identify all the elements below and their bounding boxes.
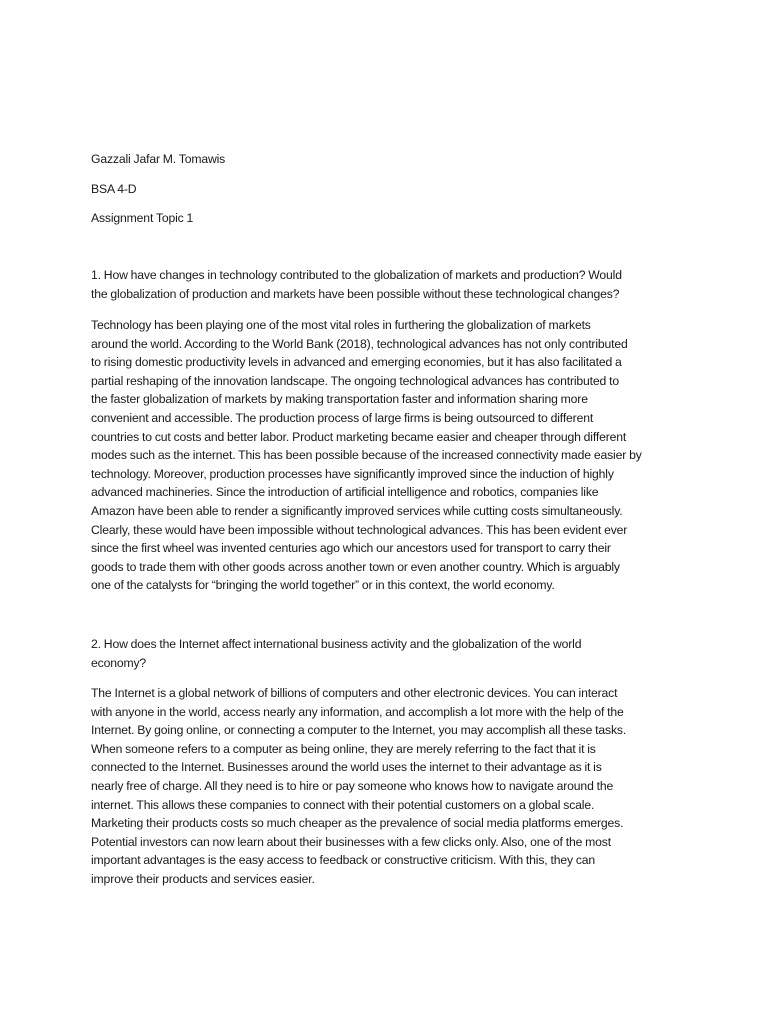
answer-1-line: Technology has been playing one of the most vital roles in furthering the globalization of markets (91, 318, 591, 332)
assignment-title: Assignment Topic 1 (91, 211, 194, 225)
answer-1-line: modes such as the internet. This has been possible because of the increased connectivity made easier by (91, 448, 642, 463)
question-1-line: 1. How have changes in technology contributed to the globalization of markets and production? Would (91, 268, 622, 282)
answer-1-line: goods to trade them with other goods across another town or even another country. Which is arguably (91, 559, 620, 574)
answer-1-line: the faster globalization of markets by making transportation faster and information sharing more (91, 392, 588, 407)
answer-2-line: Potential investors can now learn about their businesses with a few clicks only. Also, one of the most (91, 834, 611, 849)
answer-1-line: advanced machineries. Since the introduction of artificial intelligence and robotics, companies like (91, 485, 599, 500)
answer-1-line: convenient and accessible. The production process of large firms is being outsourced to different (91, 410, 594, 425)
author-name: Gazzali Jafar M. Tomawis (91, 152, 226, 166)
answer-1-line: Amazon have been able to render a significantly improved services while cutting costs simultaneously. (91, 503, 623, 518)
answer-1-line: since the first wheel was invented centuries ago which our ancestors used for transport to carry their (91, 541, 611, 556)
answer-2-line: internet. This allows these companies to connect with their potential customers on a global scale. (91, 797, 595, 812)
answer-2-line: When someone refers to a computer as being online, they are merely referring to the fact that it is (91, 741, 596, 756)
answer-2-line: The Internet is a global network of billions of computers and other electronic devices. You can interact (91, 686, 618, 700)
answer-1-line: to rising domestic productivity levels in advanced and emerging economies, but it has also facilitated a (91, 355, 622, 370)
answer-2-line: important advantages is the easy access to feedback or constructive criticism. With this, they can (91, 853, 596, 868)
answer-1-line: partial reshaping of the innovation landscape. The ongoing technological advances has contributed to (91, 373, 619, 388)
answer-1-line: technology. Moreover, production processes have significantly improved since the induction of highly (91, 466, 614, 481)
answer-1-line: one of the catalysts for “bringing the world together” or in this context, the world economy. (91, 578, 555, 593)
answer-2-line: connected to the Internet. Businesses around the world uses the internet to their advantage as it is (91, 760, 602, 775)
answer-1-line: Clearly, these would have been impossible without technological advances. This has been evident ever (91, 522, 628, 537)
answer-1-line: around the world. According to the World Bank (2018), technological advances has not only contributed (91, 336, 628, 351)
answer-2-line: Internet. By going online, or connecting a computer to the Internet, you may accomplish all these tasks. (91, 723, 627, 738)
answer-2 (91, 684, 687, 889)
answer-2-line: nearly free of charge. All they need is to hire or pay someone who knows how to navigate around the (91, 778, 614, 793)
question-1 (91, 266, 687, 303)
answer-2-line: with anyone in the world, access nearly any information, and accomplish a lot more with the help of the (91, 704, 624, 719)
answer-2-line: improve their products and services easier. (91, 871, 315, 886)
question-1-line: the globalization of production and markets have been possible without these technological changes? (91, 286, 620, 301)
question-2-line: economy? (91, 655, 147, 670)
answer-1 (91, 316, 687, 595)
question-2 (91, 635, 687, 672)
question-2-line: 2. How does the Internet affect international business activity and the globalization of the world (91, 637, 582, 651)
answer-2-line: Marketing their products costs so much cheaper as the prevalence of social media platforms emerges. (91, 816, 624, 831)
answer-1-line: countries to cut costs and better labor. Product marketing became easier and cheaper through different (91, 429, 627, 444)
section-label: BSA 4-D (91, 182, 137, 196)
